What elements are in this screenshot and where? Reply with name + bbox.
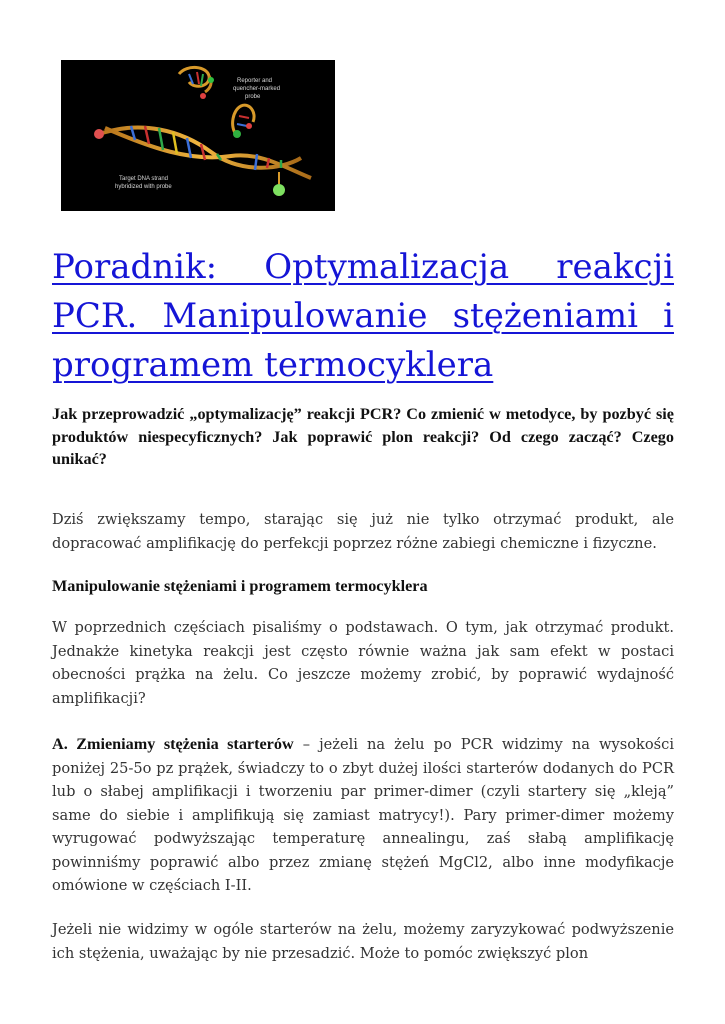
- paragraph-2-heading: A. Zmieniamy stężenia starterów: [52, 735, 294, 753]
- section-heading: Manipulowanie stężeniami i programem termocyklera: [52, 577, 428, 595]
- paragraph-2-body: – jeżeli na żelu po PCR widzimy na wysokości poniżej 25-5o pz prążek, świadczy to o zbyt dużej ilości starterów dodanych do PCR lub o słabej amplifikacji i tworzeniu par primer-dimer (czyli startery się „kleją” same do siebie i amplifikują się zamiast matrycy!). Pary primer-dimer możemy wyrugować podwyższając temperaturę annealingu, zaś słabą amplifikację powinniśmy poprawić albo przez zmianę stężeń MgCl2, albo inne modyfikacje omówione w częściach I-II.: [52, 736, 674, 894]
- dna-probe-illustration: [61, 60, 335, 211]
- paragraph-2: [52, 733, 674, 898]
- article-lead: Jak przeprowadzić „optymalizację” reakcji PCR? Co zmienić w metodyce, by pozbyć się produktów niespecyficznych? Jak poprawić plon reakcji? Od czego zacząć? Czego unikać?: [52, 405, 674, 468]
- paragraph-1: W poprzednich częściach pisaliśmy o podstawach. O tym, jak otrzymać produkt. Jednakże kinetyka reakcji jest często równie ważna jak sam efekt w postaci obecności prążka na żelu. Co jeszcze możemy zrobić, by poprawić wydajność amplifikacji?: [52, 619, 674, 707]
- paragraph-3: Jeżeli nie widzimy w ogóle starterów na żelu, możemy zaryzykować podwyższenie ich stężenia, uważając by nie przesadzić. Może to pomóc zwiększyć plon: [52, 921, 674, 962]
- caption-top-line-3: probe: [245, 94, 261, 100]
- caption-bottom-line-2: hybridized with probe: [115, 184, 172, 190]
- dna-helix-graphic: [61, 60, 335, 211]
- article-title: [52, 243, 674, 390]
- intro-paragraph: Dziś zwiększamy tempo, starając się już nie tylko otrzymać produkt, ale dopracować amplifikację do perfekcji poprzez różne zabiegi chemiczne i fizyczne.: [52, 511, 674, 552]
- article-title-link[interactable]: Poradnik: Optymalizacja reakcji PCR. Manipulowanie stężeniami i programem termocyklera: [52, 247, 674, 385]
- caption-bottom-line-1: Target DNA strand: [119, 176, 169, 182]
- caption-top-line-1: Reporter and: [237, 78, 273, 84]
- caption-top-line-2: quencher-marked: [233, 86, 281, 92]
